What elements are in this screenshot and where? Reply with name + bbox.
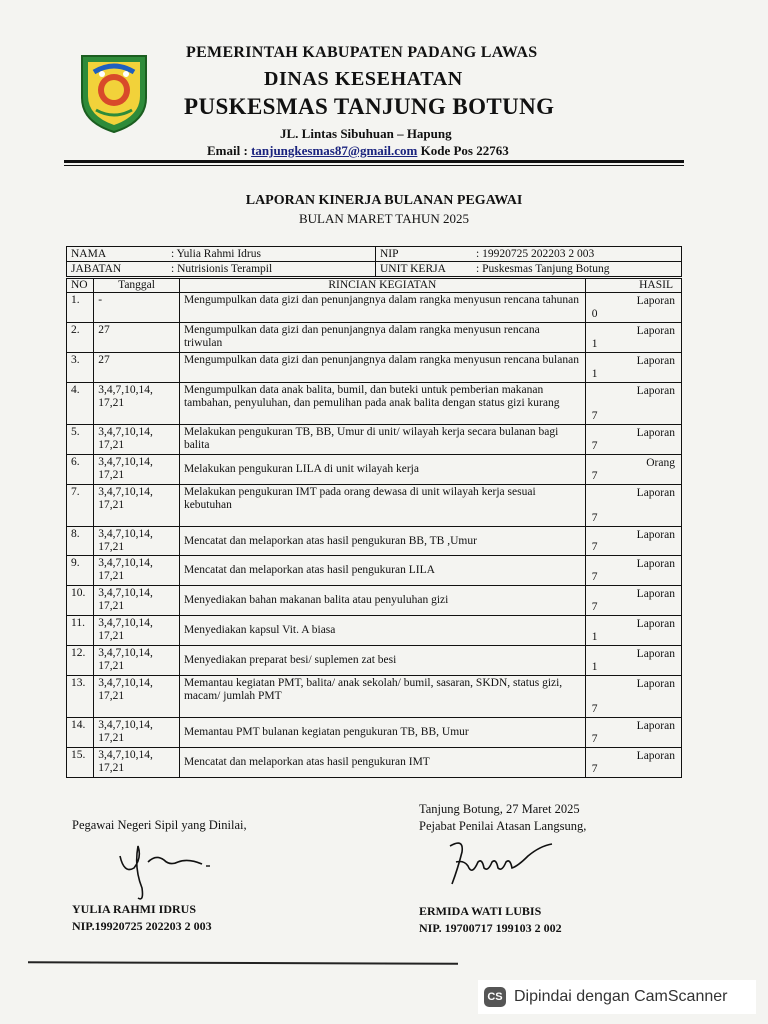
table-row: [67, 485, 682, 527]
row-activity: Memantau PMT bulanan kegiatan pengukuran TB, BB, Umur: [179, 718, 585, 748]
table-row: [67, 323, 682, 353]
nip-value: : 19920725 202203 2 003: [476, 247, 595, 260]
table-row: [67, 383, 682, 425]
result-unit: Laporan: [636, 355, 675, 367]
table-row: [67, 353, 682, 383]
row-date: 3,4,7,10,14, 17,21: [94, 586, 180, 616]
row-date: -: [94, 293, 180, 323]
camscanner-text: Dipindai dengan CamScanner: [514, 988, 728, 1005]
row-result: [585, 485, 681, 527]
header-tanggal: Tanggal: [94, 279, 180, 293]
row-result: [585, 383, 681, 425]
row-number: 6.: [67, 455, 94, 485]
result-count: 7: [591, 703, 598, 715]
signer-right-name: ERMIDA WATI LUBIS: [419, 904, 542, 918]
row-date: 3,4,7,10,14, 17,21: [94, 455, 180, 485]
result-unit: Laporan: [636, 427, 675, 439]
unit-cell: [376, 262, 682, 277]
table-row: [67, 556, 682, 586]
result-count: 7: [591, 470, 598, 482]
table-row: [67, 718, 682, 748]
row-number: 13.: [67, 676, 94, 718]
jabatan-value: : Nutrisionis Terampil: [171, 262, 273, 275]
contact-line: [207, 143, 509, 159]
row-date: 3,4,7,10,14, 17,21: [94, 646, 180, 676]
postcode: Kode Pos 22763: [417, 143, 509, 158]
row-date: 3,4,7,10,14, 17,21: [94, 676, 180, 718]
unit-value: : Puskesmas Tanjung Botung: [476, 262, 610, 275]
letterhead-rule-thin: [64, 165, 684, 166]
result-unit: Laporan: [636, 529, 675, 541]
result-count: 1: [591, 368, 598, 380]
row-number: 2.: [67, 323, 94, 353]
sign-date: Tanjung Botung, 27 Maret 2025: [419, 802, 580, 816]
result-count: 7: [591, 571, 598, 583]
row-result: [585, 676, 681, 718]
row-result: [585, 527, 681, 556]
result-unit: Laporan: [636, 385, 675, 397]
result-count: 7: [591, 733, 598, 745]
row-number: 3.: [67, 353, 94, 383]
row-date: 27: [94, 323, 180, 353]
result-count: 7: [591, 410, 598, 422]
institution-title: PUSKESMAS TANJUNG BOTUNG: [184, 94, 555, 119]
row-result: [585, 646, 681, 676]
result-unit: Laporan: [636, 558, 675, 570]
result-unit: Laporan: [636, 720, 675, 732]
table-row: [67, 616, 682, 646]
header-hasil: HASIL: [585, 279, 681, 293]
row-result: [585, 455, 681, 485]
row-result: [585, 748, 681, 778]
row-number: 4.: [67, 383, 94, 425]
row-activity: Melakukan pengukuran LILA di unit wilayah kerja: [179, 455, 585, 485]
header-rincian: RINCIAN KEGIATAN: [179, 279, 585, 293]
result-unit: Laporan: [636, 295, 675, 307]
row-date: 3,4,7,10,14, 17,21: [94, 616, 180, 646]
row-number: 9.: [67, 556, 94, 586]
row-date: 3,4,7,10,14, 17,21: [94, 425, 180, 455]
result-unit: Laporan: [636, 750, 675, 762]
nip-cell: [376, 247, 682, 262]
jabatan-cell: [67, 262, 376, 277]
result-unit: Laporan: [636, 648, 675, 660]
row-number: 1.: [67, 293, 94, 323]
table-row: [67, 527, 682, 556]
row-activity: Mencatat dan melaporkan atas hasil pengukuran LILA: [179, 556, 585, 586]
row-result: [585, 323, 681, 353]
result-count: 1: [591, 631, 598, 643]
unit-label: UNIT KERJA: [380, 262, 446, 275]
signer-left-nip: NIP.19920725 202203 2 003: [72, 919, 212, 933]
row-number: 14.: [67, 718, 94, 748]
row-activity: Mengumpulkan data gizi dan penunjangnya dalam rangka menyusun rencana tahunan: [179, 293, 585, 323]
email-link[interactable]: tanjungkesmas87@gmail.com: [251, 143, 418, 158]
camscanner-watermark: [478, 980, 756, 1014]
activity-table: [66, 278, 682, 778]
row-date: 3,4,7,10,14, 17,21: [94, 383, 180, 425]
row-result: [585, 293, 681, 323]
page-bottom-edge-line: [28, 961, 458, 965]
nama-cell: [67, 247, 376, 262]
report-title: LAPORAN KINERJA BULANAN PEGAWAI: [245, 193, 523, 208]
row-activity: Menyediakan bahan makanan balita atau penyuluhan gizi: [179, 586, 585, 616]
employee-info-table: [66, 246, 682, 277]
address: JL. Lintas Sibuhuan – Hapung: [280, 126, 452, 141]
row-result: [585, 556, 681, 586]
row-date: 3,4,7,10,14, 17,21: [94, 556, 180, 586]
row-result: [585, 718, 681, 748]
row-activity: Mencatat dan melaporkan atas hasil pengukuran IMT: [179, 748, 585, 778]
row-result: [585, 586, 681, 616]
row-activity: Menyediakan preparat besi/ suplemen zat besi: [179, 646, 585, 676]
activity-rows: [67, 293, 682, 778]
table-row: [67, 676, 682, 718]
result-count: 7: [591, 440, 598, 452]
row-number: 8.: [67, 527, 94, 556]
row-activity: Menyediakan kapsul Vit. A biasa: [179, 616, 585, 646]
result-unit: Laporan: [636, 618, 675, 630]
table-row: [67, 455, 682, 485]
table-row: [67, 293, 682, 323]
row-number: 10.: [67, 586, 94, 616]
row-activity: Mencatat dan melaporkan atas hasil pengukuran BB, TB ,Umur: [179, 527, 585, 556]
jabatan-label: JABATAN: [71, 262, 122, 275]
signer-right-title: Pejabat Penilai Atasan Langsung,: [419, 819, 587, 833]
table-row: [67, 646, 682, 676]
signer-left-title: Pegawai Negeri Sipil yang Dinilai,: [72, 818, 247, 832]
signature-left: [108, 838, 218, 908]
department-title: DINAS KESEHATAN: [264, 68, 463, 90]
camscanner-icon: CS: [484, 987, 506, 1007]
signer-left-name: YULIA RAHMI IDRUS: [72, 902, 197, 916]
row-activity: Melakukan pengukuran TB, BB, Umur di unit/ wilayah kerja secara bulanan bagi balita: [179, 425, 585, 455]
result-count: 0: [591, 308, 598, 320]
row-number: 12.: [67, 646, 94, 676]
signature-right: [440, 832, 560, 896]
result-unit: Laporan: [636, 487, 675, 499]
result-count: 7: [591, 601, 598, 613]
table-row: [67, 425, 682, 455]
row-number: 7.: [67, 485, 94, 527]
row-activity: Melakukan pengukuran IMT pada orang dewasa di unit wilayah kerja sesuai kebutuhan: [179, 485, 585, 527]
letterhead-rule-thick: [64, 160, 684, 163]
row-date: 3,4,7,10,14, 17,21: [94, 485, 180, 527]
result-unit: Laporan: [636, 325, 675, 337]
email-label: Email :: [207, 143, 252, 158]
signer-right-nip: NIP. 19700717 199103 2 002: [419, 921, 562, 935]
nama-label: NAMA: [71, 247, 107, 260]
row-result: [585, 425, 681, 455]
row-date: 27: [94, 353, 180, 383]
table-row: [67, 748, 682, 778]
padang-lawas-emblem-logo: [76, 50, 152, 134]
row-result: [585, 616, 681, 646]
row-number: 5.: [67, 425, 94, 455]
result-unit: Orang: [646, 457, 675, 469]
result-unit: Laporan: [636, 678, 675, 690]
result-count: 7: [591, 763, 598, 775]
report-subtitle: BULAN MARET TAHUN 2025: [298, 211, 469, 226]
result-count: 1: [591, 661, 598, 673]
row-activity: Mengumpulkan data gizi dan penunjangnya dalam rangka menyusun rencana triwulan: [179, 323, 585, 353]
row-activity: Mengumpulkan data anak balita, bumil, dan buteki untuk pemberian makanan tambahan, penyuluhan, dan pemulihan pada anak balita dengan status gizi kurang: [179, 383, 585, 425]
table-header-row: [67, 279, 682, 293]
result-unit: Laporan: [636, 588, 675, 600]
header-no: NO: [67, 279, 94, 293]
row-activity: Memantau kegiatan PMT, balita/ anak sekolah/ bumil, sasaran, SKDN, status gizi, macam/ jumlah PMT: [179, 676, 585, 718]
result-count: 7: [591, 512, 598, 524]
nama-value: : Yulia Rahmi Idrus: [171, 247, 261, 260]
government-title: PEMERINTAH KABUPATEN PADANG LAWAS: [186, 44, 538, 61]
row-date: 3,4,7,10,14, 17,21: [94, 718, 180, 748]
result-count: 7: [591, 541, 598, 553]
row-number: 11.: [67, 616, 94, 646]
nip-label: NIP: [380, 247, 399, 260]
table-row: [67, 586, 682, 616]
result-count: 1: [591, 338, 598, 350]
row-activity: Mengumpulkan data gizi dan penunjangnya dalam rangka menyusun rencana bulanan: [179, 353, 585, 383]
row-result: [585, 353, 681, 383]
row-date: 3,4,7,10,14, 17,21: [94, 527, 180, 556]
row-number: 15.: [67, 748, 94, 778]
row-date: 3,4,7,10,14, 17,21: [94, 748, 180, 778]
